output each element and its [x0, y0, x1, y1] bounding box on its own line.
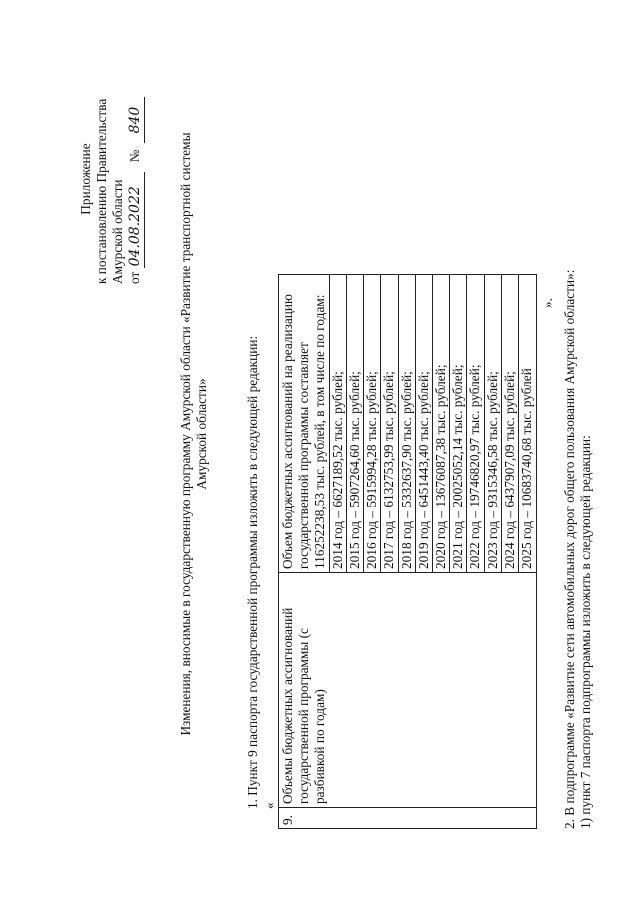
row-value [279, 275, 537, 573]
appendix-title: Приложение [78, 143, 93, 215]
passport-table [278, 274, 537, 829]
quote-open: « [262, 802, 277, 809]
appendix-line-region: Амурской области [110, 179, 126, 284]
year-entry: 2018 год – 5332637,90 тыс. рублей; [399, 275, 416, 572]
paragraph-item-1: 1. Пункт 9 паспорта государственной программы изложить в следующей редакции: [245, 335, 260, 809]
year-entry: 2017 год – 6132753,99 тыс. рублей; [381, 275, 398, 572]
year-entry: 2019 год – 6451443,40 тыс. рублей; [416, 275, 433, 572]
title-line-2: Амурской области» [194, 378, 210, 490]
year-entry: 2023 год – 9315346,58 тыс. рублей; [485, 275, 502, 572]
row-label: Объемы бюджетных ассигнований государственной программы (с разбивкой по годам) [279, 573, 537, 808]
row-number: 9. [279, 808, 537, 829]
table-row [279, 275, 537, 829]
appendix-header [78, 24, 145, 284]
appendix-date-number-line [127, 24, 145, 284]
year-entry: 2022 год – 19746820,97 тыс. рублей; [467, 275, 484, 572]
year-entry: 2025 год – 10683740,68 тыс. рублей [519, 368, 535, 569]
year-entry: 2024 год – 6437907,09 тыс. рублей; [502, 275, 519, 572]
document-title [178, 114, 210, 754]
title-line-1: Изменения, вносимые в государственную программу Амурской области «Развитие транспортной системы [178, 132, 193, 736]
year-entry: 2016 год – 5915994,28 тыс. рублей; [364, 275, 381, 572]
quote-close: ». [540, 298, 555, 308]
paragraph-item-2: 2. В подпрограмме «Развитие сети автомобильных дорог общего пользования Амурской области»: [562, 269, 577, 829]
paragraph-item-3: 1) пункт 7 паспорта подпрограммы изложить в следующей редакции: [578, 435, 593, 829]
number-label: № [126, 149, 142, 163]
handwritten-date: 04.08.2022 [127, 172, 145, 268]
year-entry: 2015 год – 5907264,60 тыс. рублей; [347, 275, 364, 572]
funding-intro: Объем бюджетных ассигнований на реализацию государственной программы составляет 116252238,53 тыс. рублей, в том числе по годам: [280, 275, 330, 572]
handwritten-number: 840 [127, 97, 145, 143]
year-entry: 2020 год – 13676087,38 тыс. рублей; [433, 275, 450, 572]
year-entry: 2021 год – 20025052,14 тыс. рублей; [450, 275, 467, 572]
year-entry: 2014 год – 6627189,52 тыс. рублей; [330, 275, 347, 572]
from-label: от [126, 271, 142, 284]
appendix-line-resolution: к постановлению Правительства [94, 98, 110, 284]
